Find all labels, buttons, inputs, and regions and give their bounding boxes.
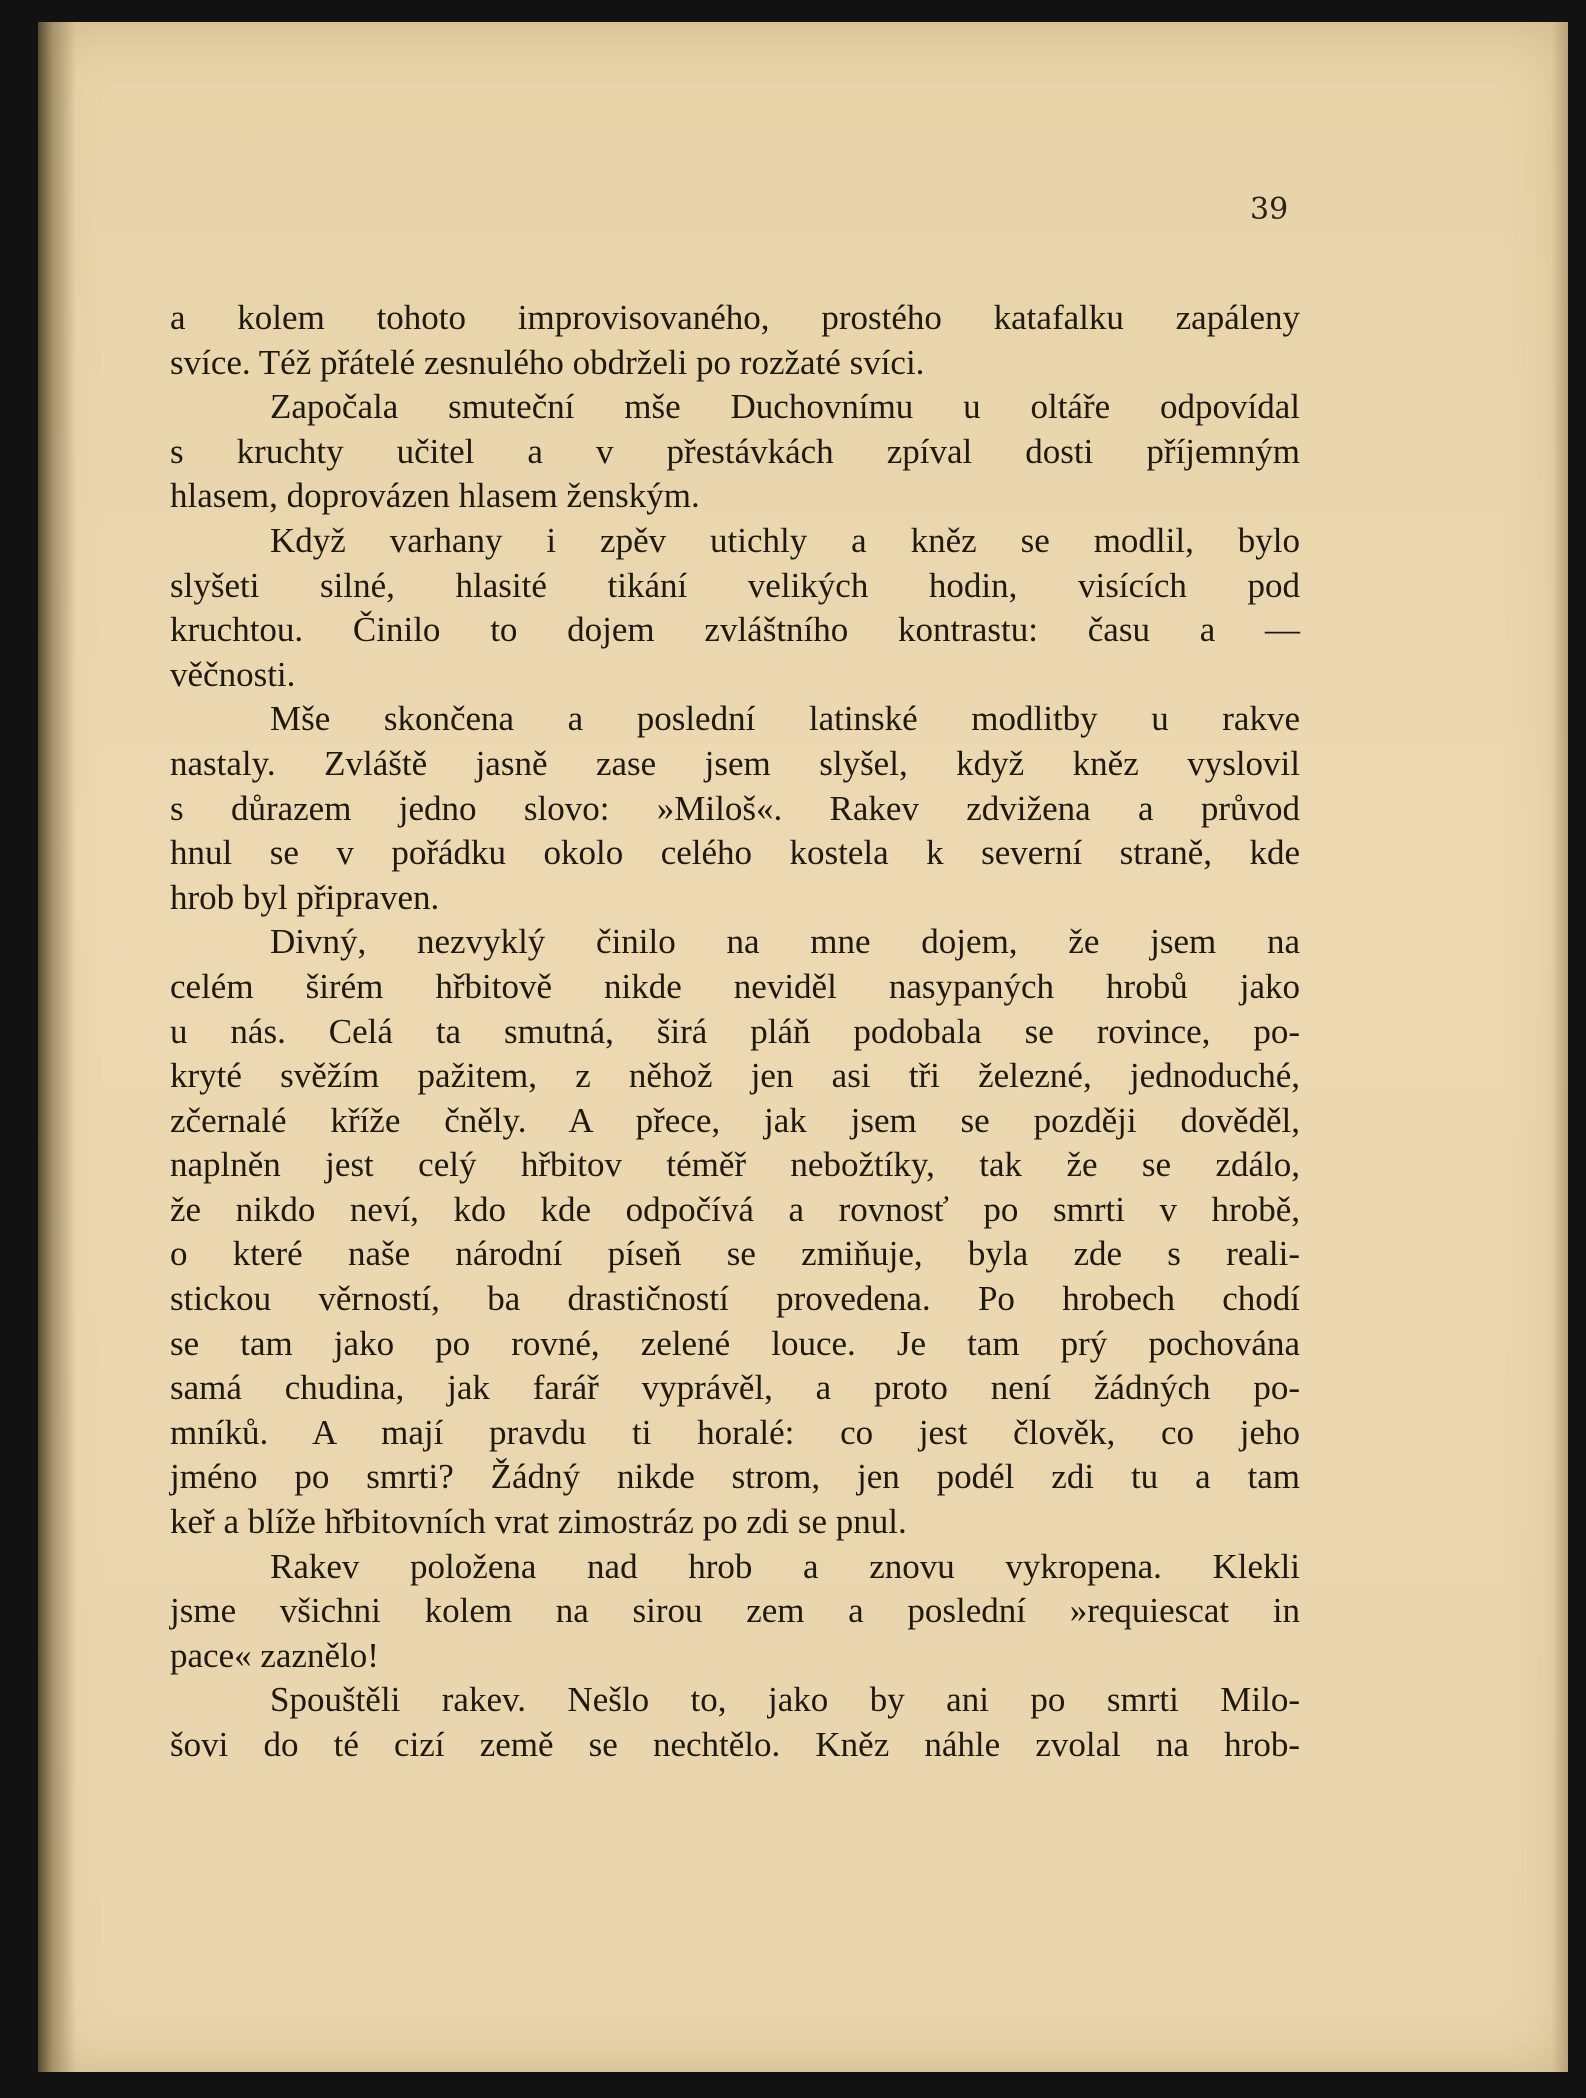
text-line: pace« zaznělo! — [170, 1635, 379, 1675]
text-line: s důrazem jedno slovo: »Miloš«. Rakev zdvižena a průvod — [170, 788, 1300, 828]
text-line: jméno po smrti? Žádný nikde strom, jen podél zdi tu a tam — [170, 1457, 1300, 1497]
text-line: hnul se v pořádku okolo celého kostela k severní straně, kde — [170, 833, 1300, 873]
text-line: Započala smuteční mše Duchovnímu u oltáře odpovídal — [270, 387, 1300, 427]
text-line: věčnosti. — [170, 654, 296, 694]
text-line: zčernalé kříže čněly. A přece, jak jsem se později dověděl, — [170, 1100, 1300, 1140]
text-line: hlasem, doprovázen hlasem ženským. — [170, 476, 700, 516]
text-line: hrob byl připraven. — [170, 877, 440, 917]
text-line: slyšeti silné, hlasité tikání velikých hodin, visících pod — [170, 565, 1300, 605]
text-line: o které naše národní píseň se zmiňuje, byla zde s reali- — [170, 1234, 1300, 1274]
text-line: jsme všichni kolem na sirou zem a poslední »requiescat in — [170, 1591, 1300, 1631]
text-line: samá chudina, jak farář vyprávěl, a proto není žádných po- — [170, 1368, 1300, 1408]
binding-shadow — [38, 22, 76, 2072]
text-line: keř a blíže hřbitovních vrat zimostráz po zdi se pnul. — [170, 1502, 907, 1542]
text-line: Rakev položena nad hrob a znovu vykropena. Klekli — [270, 1546, 1300, 1586]
text-line: a kolem tohoto improvisovaného, prostého katafalku zapáleny — [170, 298, 1300, 337]
text-line: kryté svěžím pažitem, z něhož jen asi tři železné, jednoduché, — [170, 1056, 1300, 1096]
text-line: svíce. Též přátelé zesnulého obdrželi po rozžaté svíci. — [170, 342, 925, 382]
text-line: Mše skončena a poslední latinské modlitby u rakve — [270, 699, 1300, 739]
body-text — [170, 296, 1300, 1768]
text-line: celém širém hřbitově nikde neviděl nasypaných hrobů jako — [170, 966, 1300, 1006]
text-line: stickou věrností, ba drastičností provedena. Po hrobech chodí — [170, 1279, 1300, 1319]
text-line: nastaly. Zvláště jasně zase jsem slyšel, když kněz vyslovil — [170, 743, 1300, 783]
text-line: že nikdo neví, kdo kde odpočívá a rovnosť po smrti v hrobě, — [170, 1189, 1300, 1229]
text-line: Spouštěli rakev. Nešlo to, jako by ani po smrti Milo- — [270, 1680, 1300, 1720]
page-number: 39 — [1250, 192, 1289, 227]
text-line: naplněn jest celý hřbitov téměř nebožtíky, tak že se zdálo, — [170, 1145, 1300, 1185]
text-line: u nás. Celá ta smutná, širá pláň podobala se rovince, po- — [170, 1011, 1300, 1051]
page-edge — [1552, 22, 1568, 2072]
text-line: se tam jako po rovné, zelené louce. Je tam prý pochována — [170, 1323, 1300, 1363]
text-line: mníků. A mají pravdu ti horalé: co jest člověk, co jeho — [170, 1412, 1300, 1452]
text-line: šovi do té cizí země se nechtělo. Kněz náhle zvolal na hrob- — [170, 1725, 1300, 1764]
text-line: s kruchty učitel a v přestávkách zpíval dosti příjemným — [170, 431, 1300, 471]
text-line: Divný, nezvyklý činilo na mne dojem, že jsem na — [270, 922, 1300, 962]
text-line: Když varhany i zpěv utichly a kněz se modlil, bylo — [270, 520, 1300, 560]
text-line: kruchtou. Činilo to dojem zvláštního kontrastu: času a — — [170, 610, 1300, 650]
